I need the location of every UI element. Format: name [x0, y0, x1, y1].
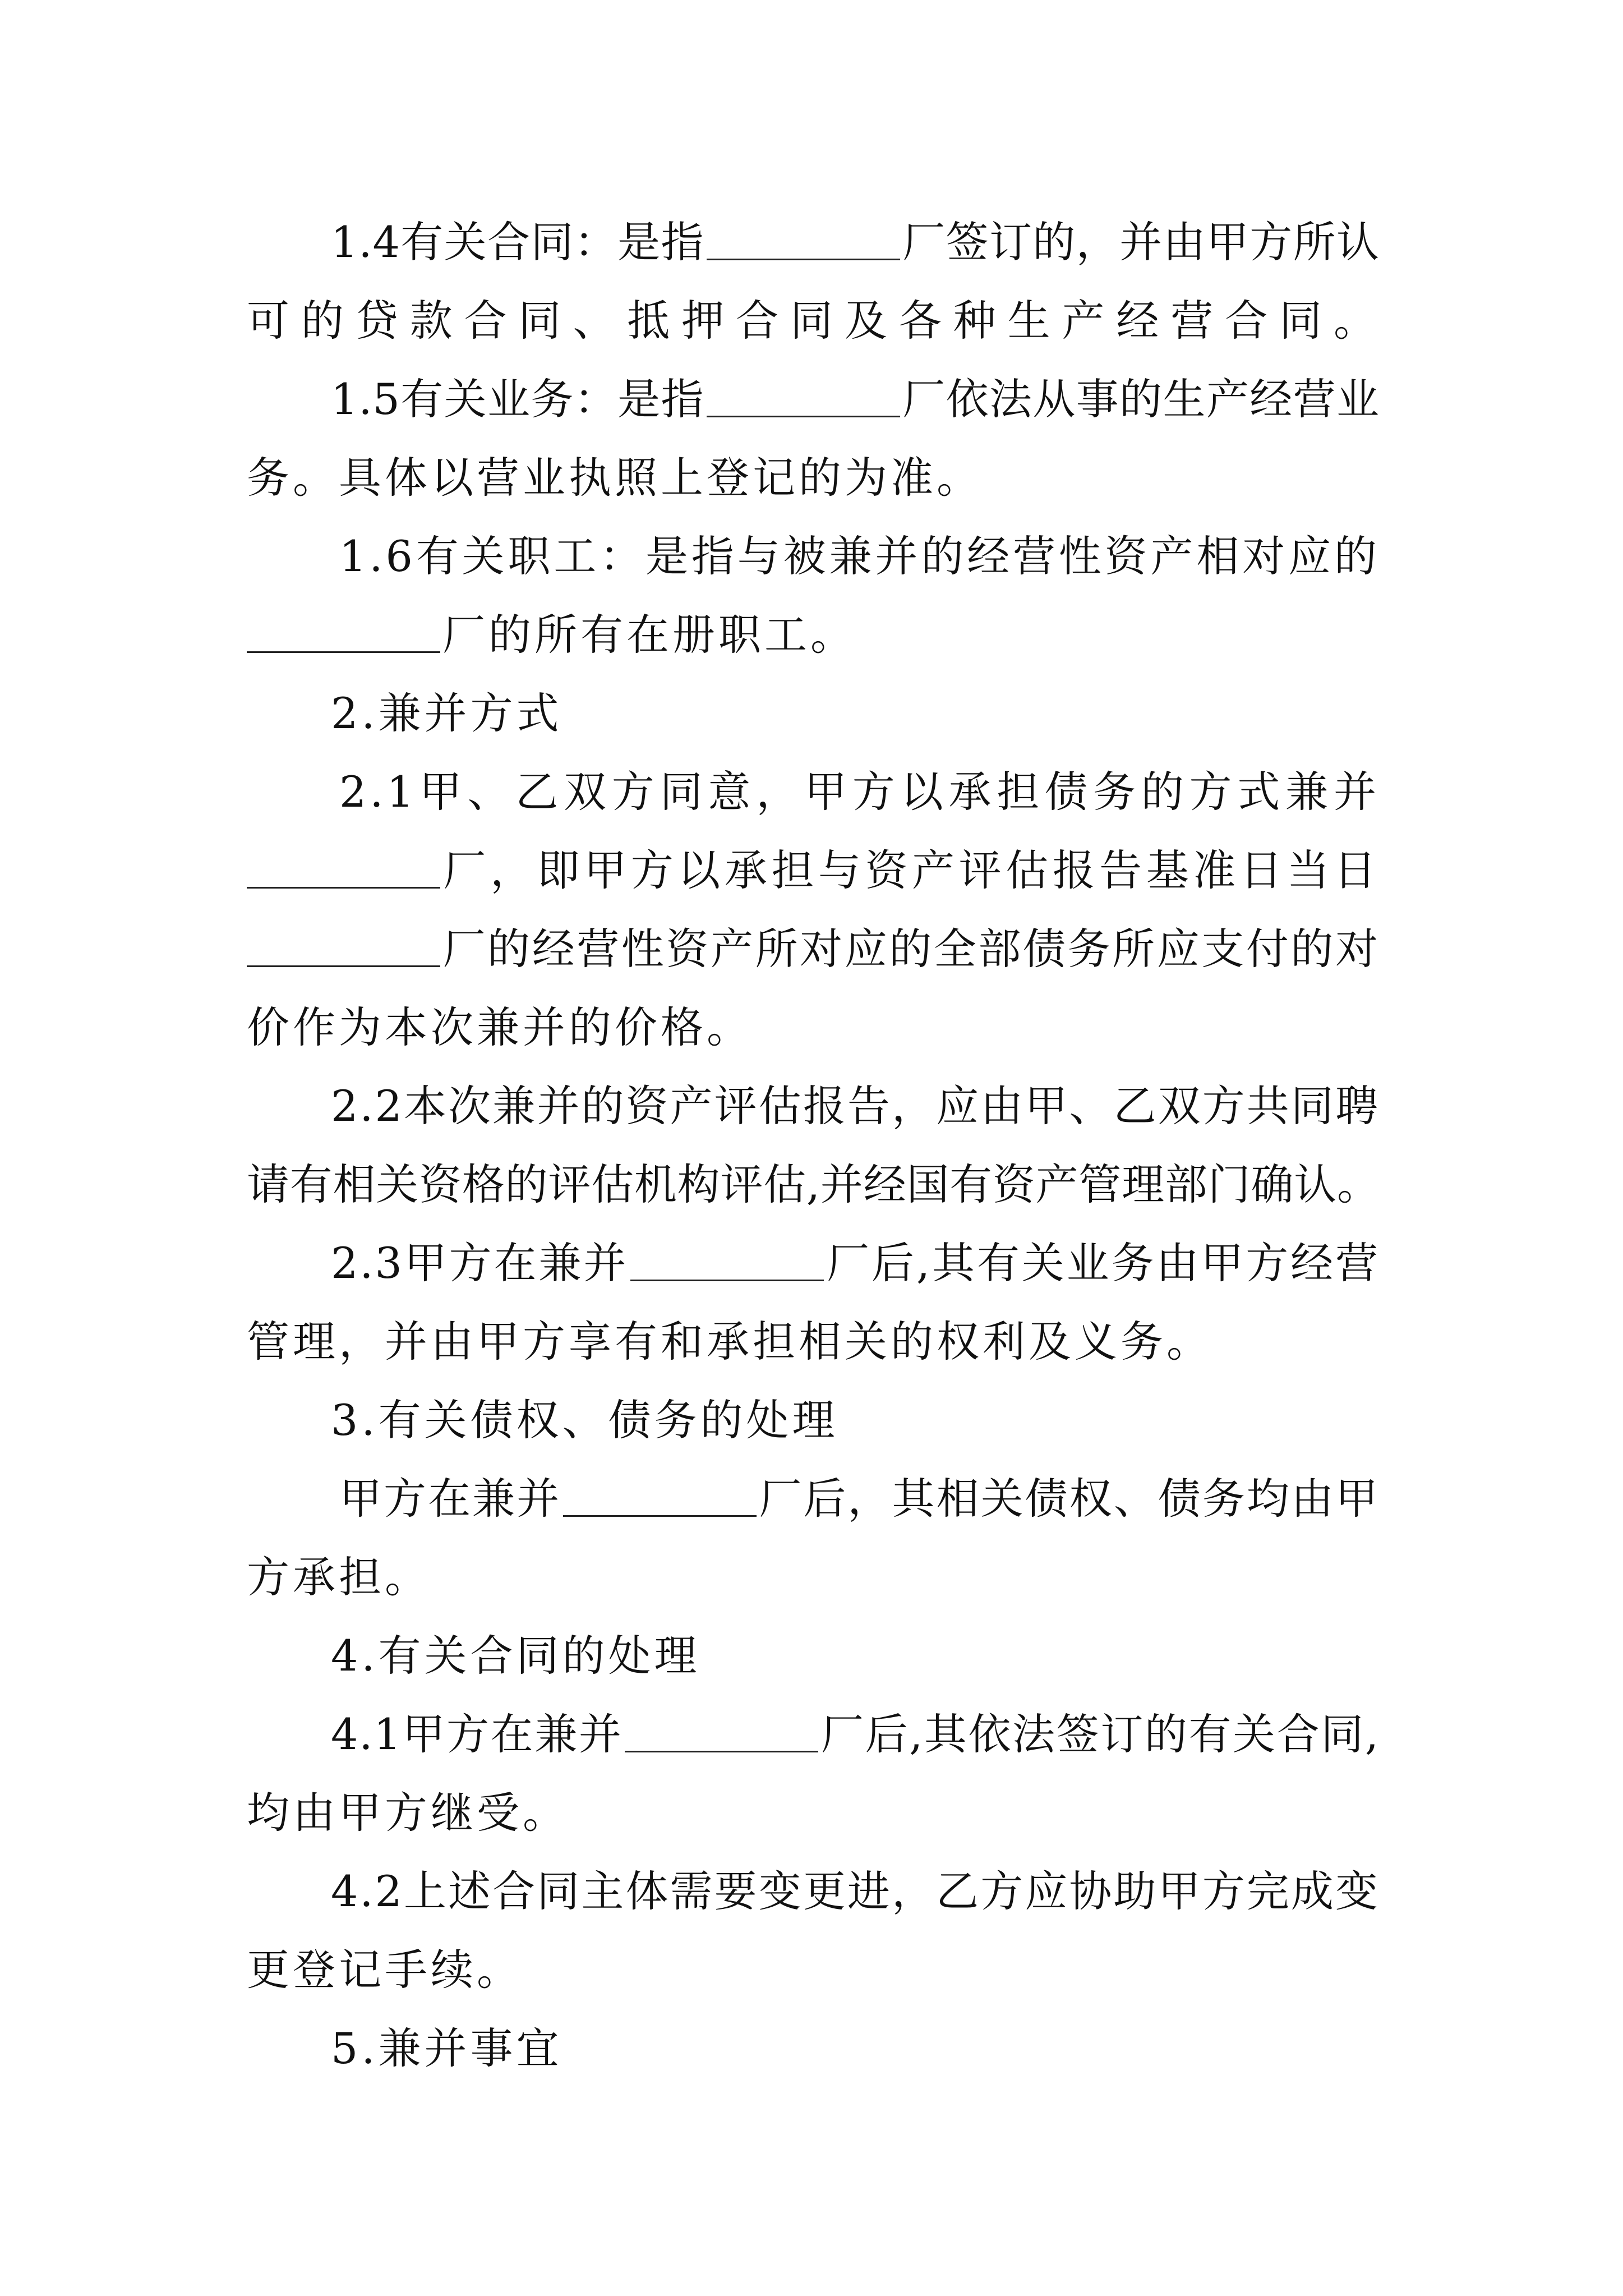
clause-4-2-line-2: [247, 1931, 1380, 2009]
text-segment: 方承担。: [247, 1552, 431, 1602]
fill-in-blank: [247, 609, 440, 653]
fill-in-blank: [563, 1473, 757, 1517]
section-3-heading: [331, 1381, 1380, 1460]
text-segment: 4.有关合同的处理: [331, 1631, 700, 1681]
clause-1-5-line-2: [247, 439, 1380, 517]
clause-4-1-line-2: [247, 1774, 1380, 1852]
text-segment: 厂的经营性资产所对应的全部债务所应支付的对: [442, 924, 1380, 974]
section-2-heading: [331, 674, 1380, 753]
text-segment: 2.兼并方式: [331, 688, 562, 738]
text-segment: 1.4有关合同：是指: [331, 217, 704, 267]
section-3-line-1: [339, 1460, 1380, 1538]
text-segment: 2.3甲方在兼并: [331, 1238, 629, 1288]
text-segment: 厂，即甲方以承担与资产评估报告基准日当日: [442, 845, 1380, 895]
text-segment: 管理，并由甲方享有和承担相关的权利及义务。: [247, 1317, 1212, 1366]
text-segment: 厂的所有在册职工。: [442, 610, 856, 660]
fill-in-blank: [630, 1237, 824, 1281]
clause-2-1-line-4: [247, 988, 1380, 1067]
fill-in-blank: [707, 216, 900, 260]
text-segment: 1.6有关职工：是指与被兼并的经营性资产相对应的: [339, 531, 1380, 581]
text-segment: 请有相关资格的评估机构评估,并经国有资产管理部门确认。: [247, 1159, 1380, 1209]
clause-1-4-line-2: [247, 282, 1380, 360]
text-segment: 务。具体以营业执照上登记的为准。: [247, 453, 983, 503]
fill-in-blank: [247, 844, 440, 889]
clause-2-1-line-1: [339, 753, 1380, 831]
text-segment: 4.1甲方在兼并: [331, 1709, 623, 1759]
text-segment: 1.5有关业务：是指: [331, 374, 704, 424]
text-segment: 2.2本次兼并的资产评估报告，应由甲、乙双方共同聘: [331, 1081, 1380, 1131]
clause-2-2-line-1: [331, 1067, 1380, 1145]
text-segment: 价作为本次兼并的价格。: [247, 1002, 753, 1052]
text-segment: 3.有关债权、债务的处理: [331, 1395, 838, 1445]
text-segment: 厂依法从事的生产经营业: [902, 374, 1380, 424]
text-segment: 5.兼并事宜: [331, 2023, 562, 2073]
clause-2-3-line-2: [247, 1303, 1380, 1381]
clause-4-1-line-1: [331, 1695, 1380, 1774]
section-4-heading: [331, 1617, 1380, 1695]
clause-2-1-line-2: [247, 831, 1380, 910]
clause-1-6-line-2: [247, 596, 1380, 674]
clause-1-5-line-1: [331, 360, 1380, 439]
text-segment: 厂签订的，并由甲方所认: [902, 217, 1380, 267]
text-segment: 4.2上述合同主体需要变更进，乙方应协助甲方完成变: [331, 1866, 1380, 1916]
section-5-heading: [331, 2009, 1380, 2088]
clause-2-3-line-1: [331, 1224, 1380, 1303]
text-segment: 更登记手续。: [247, 1945, 523, 1995]
clause-4-2-line-1: [331, 1852, 1380, 1931]
text-segment: 厂后,其依法签订的有关合同,: [820, 1709, 1380, 1759]
clause-2-2-line-2: [247, 1145, 1380, 1224]
text-segment: 均由甲方继受。: [247, 1788, 569, 1838]
text-segment: 厂后，其相关债权、债务均由甲: [759, 1474, 1380, 1524]
fill-in-blank: [707, 373, 900, 417]
section-3-line-2: [247, 1538, 1380, 1617]
fill-in-blank: [625, 1708, 818, 1752]
clause-2-1-line-3: [247, 910, 1380, 988]
document-page: [247, 0, 1380, 2296]
clause-1-6-line-1: [339, 517, 1380, 596]
text-segment: 2.1甲、乙双方同意，甲方以承担债务的方式兼并: [339, 767, 1380, 817]
fill-in-blank: [247, 923, 440, 967]
text-segment: 厂后,其有关业务由甲方经营: [826, 1238, 1380, 1288]
text-segment: 甲方在兼并: [339, 1474, 561, 1524]
text-segment: 可的贷款合同、抵押合同及各种生产经营合同。: [247, 296, 1380, 346]
clause-1-4-line-1: [331, 203, 1380, 282]
